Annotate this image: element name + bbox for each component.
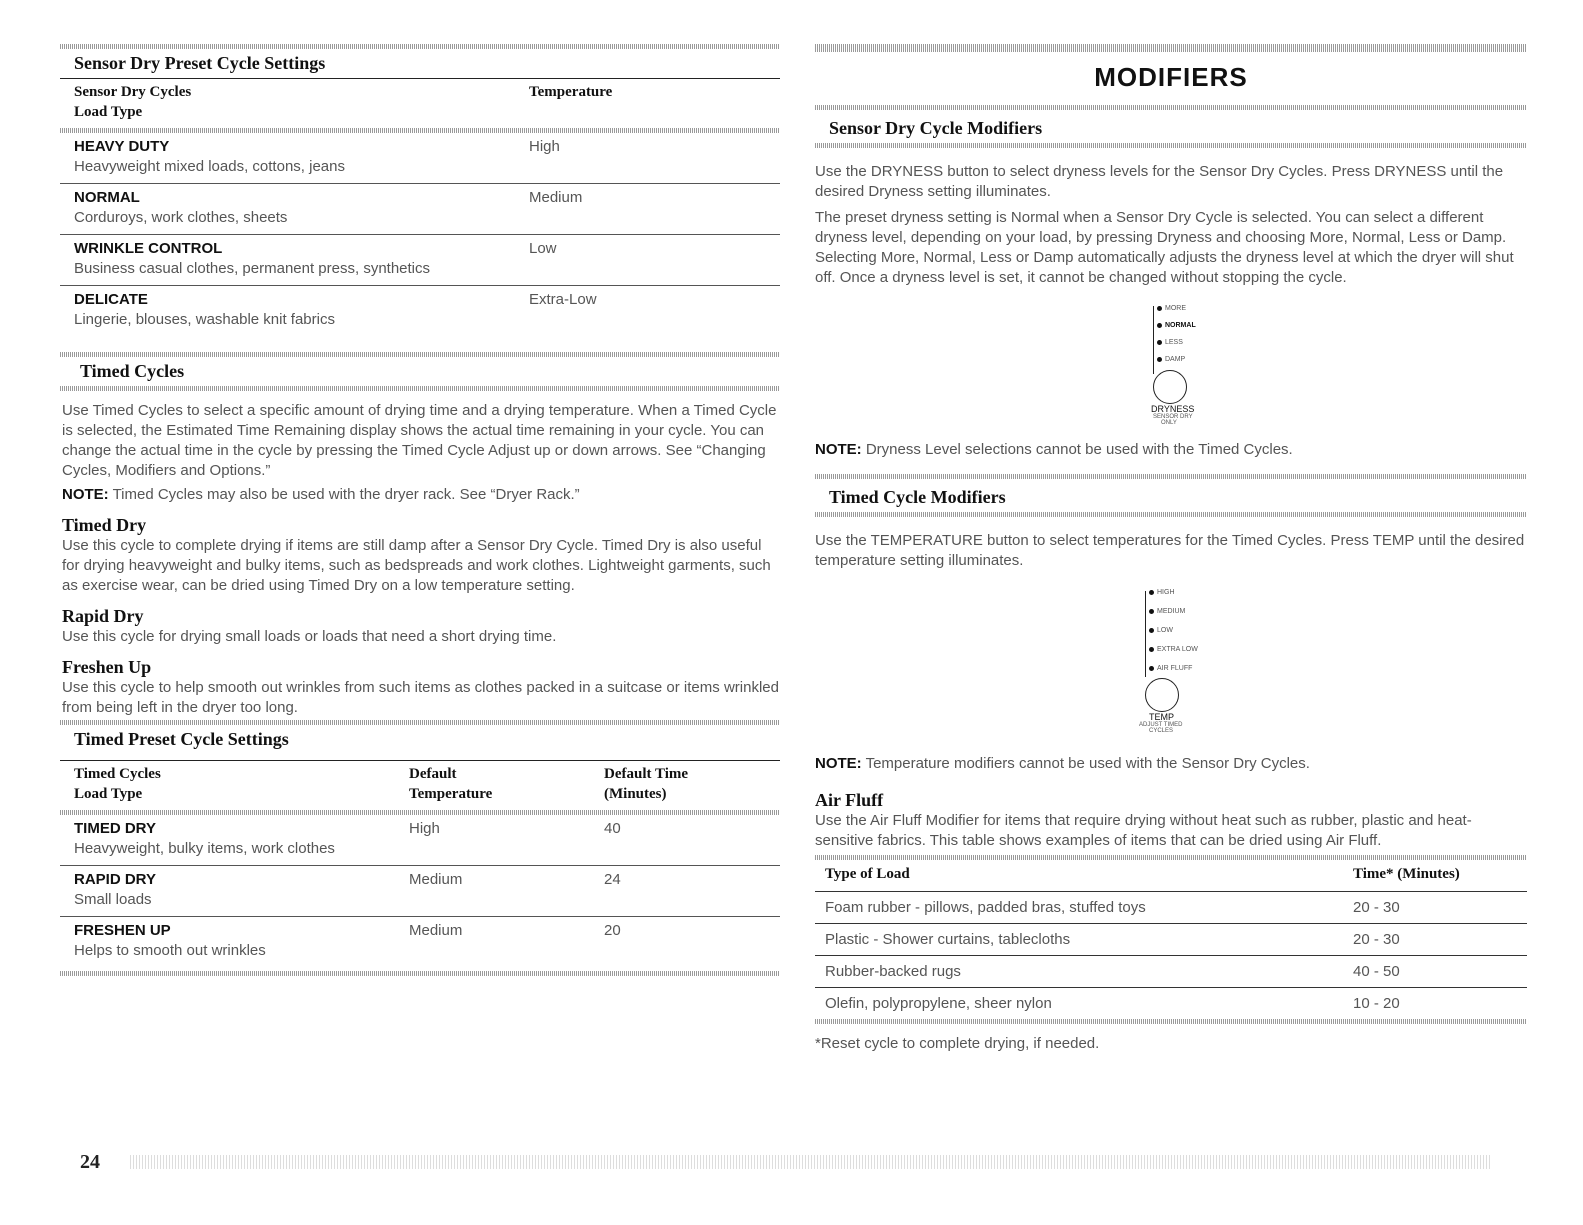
table-row bbox=[60, 917, 780, 967]
table-row bbox=[60, 184, 780, 234]
cycle-name: TIMED DRY bbox=[74, 820, 156, 837]
page-number: 24 bbox=[80, 1150, 100, 1173]
table-row bbox=[815, 955, 1527, 987]
temp-sub-2: CYCLES bbox=[1149, 728, 1174, 734]
timed-modifiers-text: Use the TEMPERATURE button to select temperatures for the Timed Cycles. Press TEMP until the desired temperature setting illuminates. bbox=[815, 532, 1525, 569]
temp-sub-1: ADJUST TIMED bbox=[1139, 722, 1183, 728]
cycle-name: FRESHEN UP bbox=[74, 922, 171, 939]
cycle-temp: Low bbox=[529, 240, 557, 257]
col-temperature: Temperature bbox=[409, 786, 493, 802]
level-medium: MEDIUM bbox=[1157, 608, 1186, 615]
cycle-time: 20 bbox=[604, 922, 621, 939]
level-extra-low: EXTRA LOW bbox=[1157, 646, 1198, 653]
cycle-desc: Heavyweight mixed loads, cottons, jeans bbox=[74, 158, 345, 175]
load-type: Foam rubber - pillows, padded bras, stuffed toys bbox=[825, 899, 1146, 916]
cycle-time: 24 bbox=[604, 871, 621, 888]
cycle-temp: High bbox=[529, 138, 560, 155]
cycle-desc: Lingerie, blouses, washable knit fabrics bbox=[74, 311, 335, 328]
air-fluff-footnote: *Reset cycle to complete drying, if needed. bbox=[815, 1035, 1100, 1052]
cycle-desc: Small loads bbox=[74, 891, 152, 908]
page-title: MODIFIERS bbox=[1094, 62, 1248, 92]
cycle-name: HEAVY DUTY bbox=[74, 138, 170, 155]
level-less: LESS bbox=[1165, 339, 1183, 346]
dial-level bbox=[1145, 602, 1265, 621]
table-row bbox=[815, 987, 1527, 1019]
cycle-temp: Extra-Low bbox=[529, 291, 597, 308]
sensor-modifiers-note bbox=[815, 440, 1527, 460]
dryness-sub-1: SENSOR DRY bbox=[1153, 414, 1193, 420]
col-load-type: Load Type bbox=[74, 104, 143, 120]
col-type-of-load: Type of Load bbox=[825, 866, 910, 882]
page-footer bbox=[80, 1150, 1490, 1174]
freshen-up-text: Use this cycle to help smooth out wrinkles from such items as clothes packed in a suitcase or items wrinkled from being left in the dryer too long. bbox=[62, 679, 779, 716]
table-row bbox=[60, 866, 780, 916]
load-time: 10 - 20 bbox=[1353, 995, 1400, 1012]
cycle-temp: Medium bbox=[409, 922, 463, 939]
col-timed-cycles: Timed Cycles bbox=[74, 766, 161, 782]
timed-modifiers-title: Timed Cycle Modifiers bbox=[829, 487, 1006, 507]
timed-dry-text: Use this cycle to complete drying if items are still damp after a Sensor Dry Cycle. Timed Dry is also useful for drying heavyweight and bulky items, such as bedspreads and work clothes. Lightweight garments, such as exercise wear, can be dried using Timed Dry on a low temperature setting. bbox=[62, 537, 771, 594]
timed-cycles-note bbox=[62, 485, 780, 505]
dial-level bbox=[1153, 300, 1273, 317]
temp-button[interactable] bbox=[1145, 678, 1179, 712]
rapid-dry-title: Rapid Dry bbox=[62, 606, 144, 626]
cycle-name: WRINKLE CONTROL bbox=[74, 240, 223, 257]
table-row bbox=[60, 286, 780, 336]
col-default-time: Default Time bbox=[604, 766, 689, 782]
dryness-label: DRYNESS bbox=[1151, 404, 1195, 414]
cycle-desc: Business casual clothes, permanent press, synthetics bbox=[74, 260, 431, 277]
dryness-sub-2: ONLY bbox=[1161, 420, 1177, 426]
air-fluff-title: Air Fluff bbox=[815, 790, 884, 810]
cycle-name: RAPID DRY bbox=[74, 871, 156, 888]
table-row bbox=[60, 235, 780, 285]
cycle-time: 40 bbox=[604, 820, 621, 837]
load-type: Rubber-backed rugs bbox=[825, 963, 961, 980]
cycle-temp: Medium bbox=[409, 871, 463, 888]
dial-level bbox=[1153, 351, 1273, 368]
left-column bbox=[60, 0, 780, 976]
col-load-type: Load Type bbox=[74, 786, 143, 802]
note-label: NOTE: bbox=[815, 441, 862, 458]
cycle-name: DELICATE bbox=[74, 291, 148, 308]
timed-preset-header bbox=[60, 761, 780, 810]
dial-level bbox=[1153, 334, 1273, 351]
note-label: NOTE: bbox=[62, 486, 109, 503]
timed-cycles-title: Timed Cycles bbox=[80, 361, 185, 381]
col-default: Default bbox=[409, 766, 457, 782]
table-row bbox=[60, 133, 780, 183]
air-fluff-header bbox=[815, 860, 1527, 891]
cycle-desc: Corduroys, work clothes, sheets bbox=[74, 209, 288, 226]
dial-level bbox=[1145, 621, 1265, 640]
footer-bar bbox=[130, 1155, 1490, 1169]
col-minutes: (Minutes) bbox=[604, 786, 667, 802]
air-fluff-text: Use the Air Fluff Modifier for items that require drying without heat such as rubber, plastic and heat-sensitive fabrics. This table shows examples of items that can be dried using Air Fluff. bbox=[815, 812, 1472, 849]
sensor-modifiers-title: Sensor Dry Cycle Modifiers bbox=[829, 118, 1043, 138]
level-normal: NORMAL bbox=[1165, 322, 1196, 329]
sensor-preset-title: Sensor Dry Preset Cycle Settings bbox=[74, 53, 326, 73]
col-sensor-dry-cycles: Sensor Dry Cycles bbox=[74, 84, 192, 100]
cycle-name: NORMAL bbox=[74, 189, 140, 206]
col-time: Time* (Minutes) bbox=[1353, 866, 1460, 882]
note-text: Temperature modifiers cannot be used with the Sensor Dry Cycles. bbox=[861, 755, 1310, 772]
dryness-dial bbox=[1153, 300, 1273, 426]
freshen-up-title: Freshen Up bbox=[62, 657, 152, 677]
level-high: HIGH bbox=[1157, 589, 1175, 596]
dryness-button[interactable] bbox=[1153, 370, 1187, 404]
dial-level bbox=[1145, 640, 1265, 659]
note-label: NOTE: bbox=[815, 755, 862, 772]
temp-dial bbox=[1139, 583, 1265, 734]
cycle-temp: Medium bbox=[529, 189, 583, 206]
load-time: 20 - 30 bbox=[1353, 899, 1400, 916]
cycle-desc: Heavyweight, bulky items, work clothes bbox=[74, 840, 335, 857]
sensor-preset-header bbox=[60, 79, 780, 128]
level-damp: DAMP bbox=[1165, 356, 1186, 363]
table-row bbox=[60, 815, 780, 865]
timed-dry-title: Timed Dry bbox=[62, 515, 147, 535]
note-text: Timed Cycles may also be used with the dryer rack. See “Dryer Rack.” bbox=[108, 486, 580, 503]
dial-level bbox=[1145, 659, 1265, 678]
load-type: Plastic - Shower curtains, tablecloths bbox=[825, 931, 1071, 948]
dial-level bbox=[1145, 583, 1265, 602]
level-low: LOW bbox=[1157, 627, 1173, 634]
note-text: Dryness Level selections cannot be used with the Timed Cycles. bbox=[861, 441, 1293, 458]
cycle-temp: High bbox=[409, 820, 440, 837]
dial-level bbox=[1153, 317, 1273, 334]
timed-preset-title: Timed Preset Cycle Settings bbox=[74, 729, 289, 749]
col-temperature: Temperature bbox=[529, 84, 613, 100]
right-column bbox=[815, 0, 1527, 1054]
level-air-fluff: AIR FLUFF bbox=[1157, 665, 1193, 672]
load-type: Olefin, polypropylene, sheer nylon bbox=[825, 995, 1052, 1012]
timed-modifiers-note bbox=[815, 754, 1527, 774]
load-time: 40 - 50 bbox=[1353, 963, 1400, 980]
rapid-dry-text: Use this cycle for drying small loads or loads that need a short drying time. bbox=[62, 628, 557, 645]
level-more: MORE bbox=[1165, 305, 1186, 312]
sensor-modifiers-text-1: Use the DRYNESS button to select dryness levels for the Sensor Dry Cycles. Press DRYNESS until the desired Dryness setting illuminates. bbox=[815, 163, 1504, 200]
sensor-modifiers-text-2: The preset dryness setting is Normal when a Sensor Dry Cycle is selected. You can select a different dryness level, depending on your load, by pressing Dryness and choosing More, Normal, Less or Damp. Selecting More, Normal, Less or Damp automatically adjusts the dryness level at which the dryer will shut off. Once a dryness level is set, it cannot be changed without stopping the cycle. bbox=[815, 209, 1514, 286]
table-row bbox=[815, 891, 1527, 923]
sensor-preset-rows bbox=[60, 133, 780, 336]
load-time: 20 - 30 bbox=[1353, 931, 1400, 948]
cycle-desc: Helps to smooth out wrinkles bbox=[74, 942, 266, 959]
table-row bbox=[815, 923, 1527, 955]
temp-label: TEMP bbox=[1149, 712, 1175, 722]
timed-cycles-text: Use Timed Cycles to select a specific amount of drying time and a drying temperature. When a Timed Cycle is selected, the Estimated Time Remaining display shows the actual time remaining in your cycle. You can change the actual time in the cycle by pressing the Timed Cycle Adjust up or down arrows. See “Changing Cycles, Modifiers and Options.” bbox=[62, 402, 777, 479]
